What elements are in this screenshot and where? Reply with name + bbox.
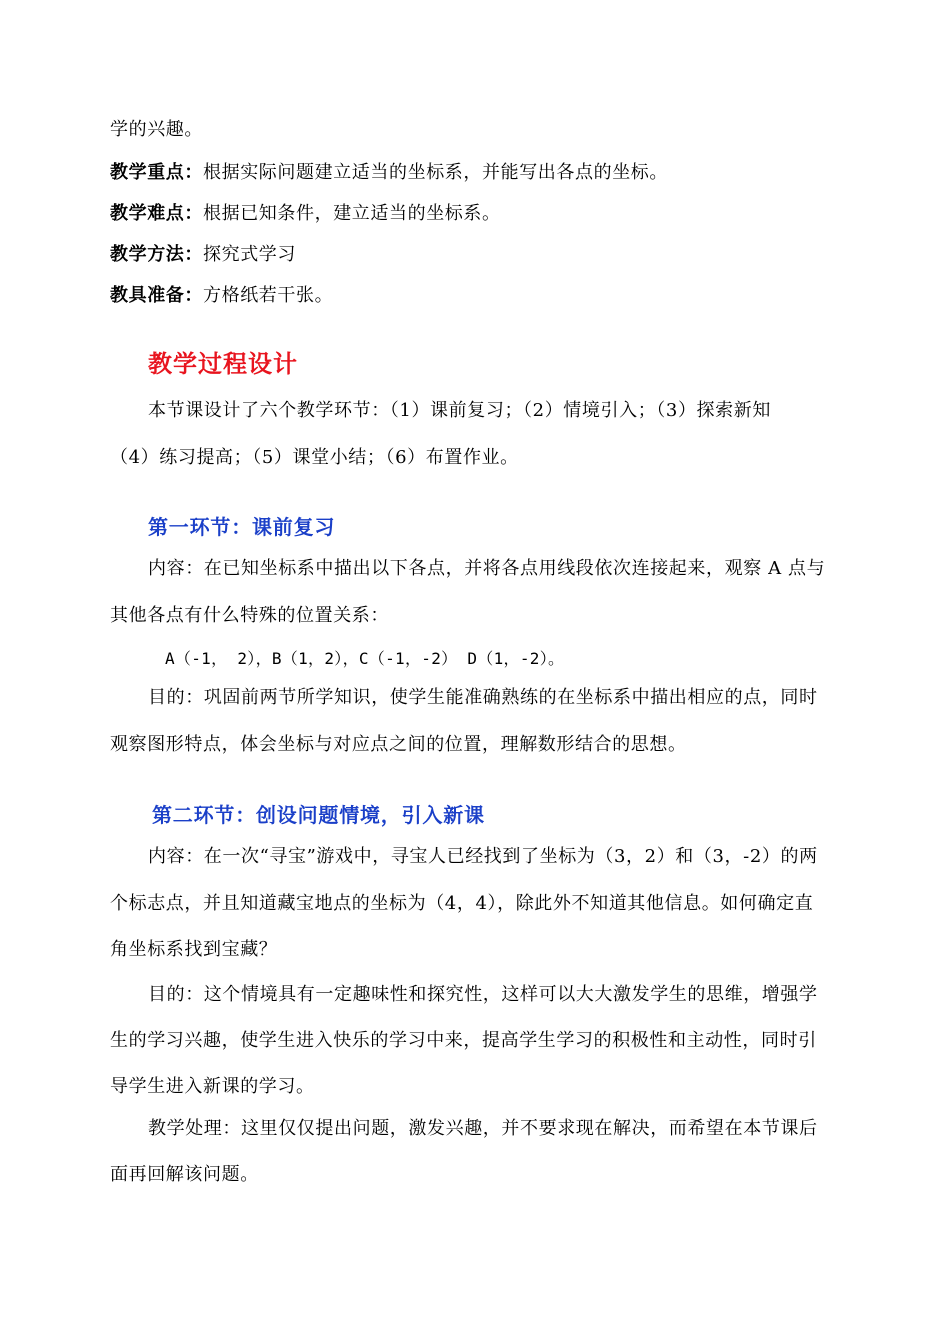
intro-continuation: 学的兴趣。 xyxy=(110,119,203,140)
process-overview-line-2: （4）练习提高；（5）课堂小结；（6）布置作业。 xyxy=(110,447,519,468)
process-overview-line-1: 本节课设计了六个教学环节：（1）课前复习；（2）情境引入；（3）探索新知 xyxy=(148,400,771,421)
method-label: 教学方法： xyxy=(110,244,203,265)
section1-purpose-line-1: 目的：巩固前两节所学知识，使学生能准确熟练的在坐标系中描出相应的点，同时 xyxy=(148,687,818,708)
section2-title: 第二环节：创设问题情境，引入新课 xyxy=(152,803,485,827)
section1-content-line-1: 内容：在已知坐标系中描出以下各点，并将各点用线段依次连接起来，观察 A 点与 xyxy=(148,558,826,579)
section2-handling-line-1: 教学处理：这里仅仅提出问题，激发兴趣，并不要求现在解决，而希望在本节课后 xyxy=(148,1118,818,1139)
difficulty-line xyxy=(110,202,501,226)
section1-purpose-line-2: 观察图形特点，体会坐标与对应点之间的位置，理解数形结合的思想。 xyxy=(110,734,687,755)
method-text: 探究式学习 xyxy=(203,244,296,265)
section1-content-line-2: 其他各点有什么特殊的位置关系： xyxy=(110,605,389,626)
method-line xyxy=(110,243,296,267)
key-points-label: 教学重点： xyxy=(110,162,203,183)
section2-purpose-line-1: 目的：这个情境具有一定趣味性和探究性，这样可以大大激发学生的思维，增强学 xyxy=(148,984,818,1005)
section2-content-line-3: 角坐标系找到宝藏？ xyxy=(110,939,278,960)
section1-title: 第一环节：课前复习 xyxy=(148,515,336,539)
section1-points: A（-1， 2），B（1，2），C（-1，-2） D（1，-2）。 xyxy=(165,649,565,668)
difficulty-label: 教学难点： xyxy=(110,203,203,224)
section2-content-line-1: 内容：在一次“寻宝”游戏中，寻宝人已经找到了坐标为（3，2）和（3，-2）的两 xyxy=(148,846,818,867)
section2-purpose-line-2: 生的学习兴趣，使学生进入快乐的学习中来，提高学生学习的积极性和主动性，同时引 xyxy=(110,1030,817,1051)
section2-handling-line-2: 面再回解该问题。 xyxy=(110,1164,259,1185)
tools-line xyxy=(110,284,333,308)
key-points-text: 根据实际问题建立适当的坐标系，并能写出各点的坐标。 xyxy=(203,162,668,183)
section2-content-line-2: 个标志点，并且知道藏宝地点的坐标为（4，4），除此外不知道其他信息。如何确定直 xyxy=(110,893,814,914)
difficulty-text: 根据已知条件，建立适当的坐标系。 xyxy=(203,203,501,224)
key-points-line xyxy=(110,161,668,185)
tools-label: 教具准备： xyxy=(110,285,203,306)
section2-purpose-line-3: 导学生进入新课的学习。 xyxy=(110,1076,315,1097)
process-title: 教学过程设计 xyxy=(148,349,298,378)
tools-text: 方格纸若干张。 xyxy=(203,285,334,306)
